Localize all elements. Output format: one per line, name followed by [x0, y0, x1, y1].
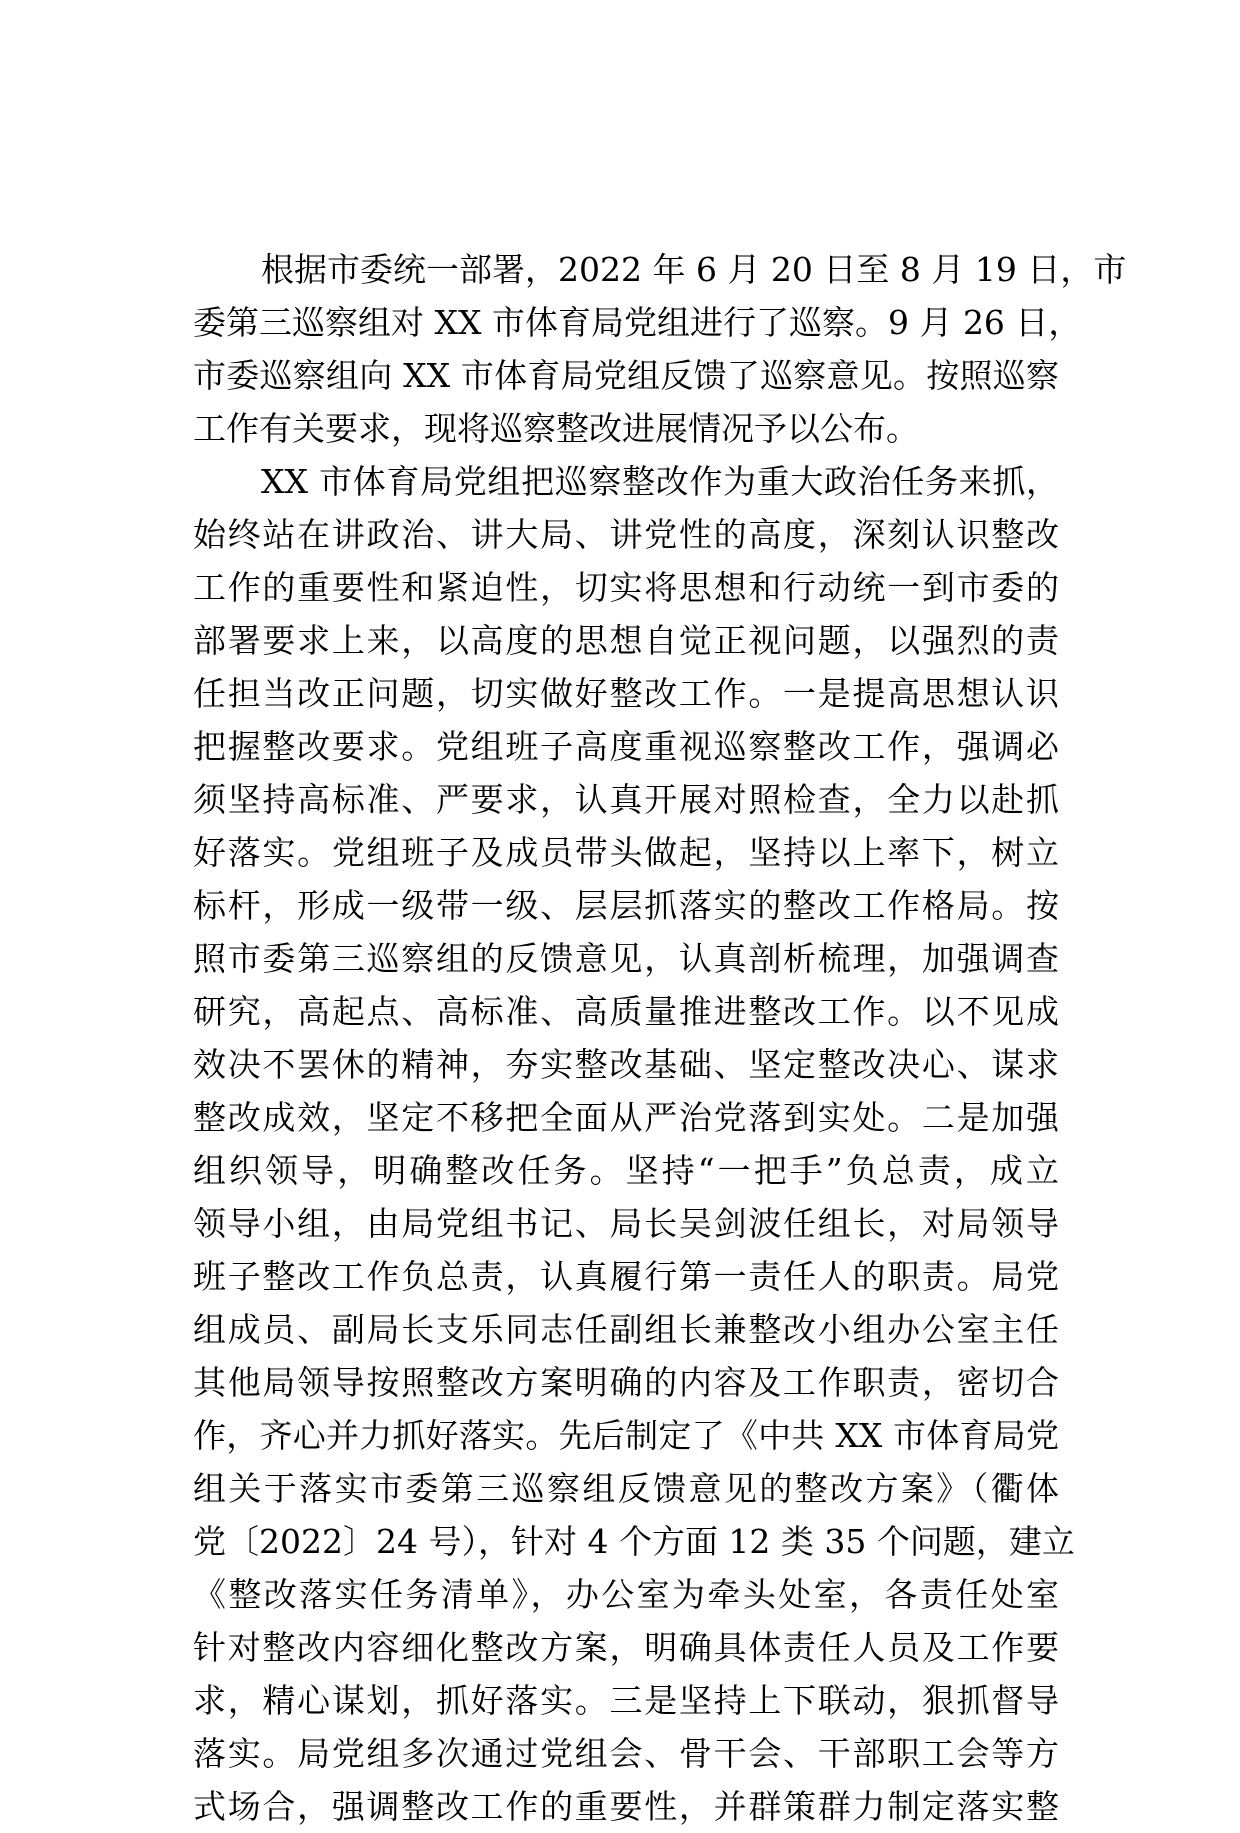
text-line: 部署要求上来，以高度的思想自觉正视问题，以强烈的责 — [193, 621, 1059, 660]
text-line: 照市委第三巡察组的反馈意见，认真剖析梳理，加强调查 — [193, 939, 1059, 978]
text-line: XX 市体育局党组把巡察整改作为重大政治任务来抓， — [261, 462, 1059, 501]
text-line: 须坚持高标准、严要求，认真开展对照检查，全力以赴抓 — [193, 780, 1059, 819]
text-line: 标杆，形成一级带一级、层层抓落实的整改工作格局。按 — [193, 886, 1059, 925]
text-line: 针对整改内容细化整改方案，明确具体责任人员及工作要 — [193, 1628, 1059, 1667]
text-line: 领导小组，由局党组书记、局长吴剑波任组长，对局领导 — [193, 1204, 1059, 1243]
paragraph-1 — [193, 243, 1127, 455]
text-line: 组关于落实市委第三巡察组反馈意见的整改方案》（衢体 — [193, 1469, 1059, 1508]
text-line: 委第三巡察组对 XX 市体育局党组进行了巡察。9 月 26 日， — [193, 303, 1082, 342]
text-line: 工作有关要求，现将巡察整改进展情况予以公布。 — [193, 409, 919, 448]
text-line: 党〔2022〕24 号），针对 4 个方面 12 类 35 个问题，建立 — [193, 1522, 1075, 1561]
text-line: 整改成效，坚定不移把全面从严治党落到实处。二是加强 — [193, 1098, 1059, 1137]
document-body — [193, 243, 1127, 1833]
text-line: 好落实。党组班子及成员带头做起，坚持以上率下，树立 — [193, 833, 1059, 872]
text-line: 研究，高起点、高标准、高质量推进整改工作。以不见成 — [193, 992, 1059, 1031]
text-line: 市委巡察组向 XX 市体育局党组反馈了巡察意见。按照巡察 — [193, 356, 1059, 395]
text-line: 其他局领导按照整改方案明确的内容及工作职责，密切合 — [193, 1363, 1059, 1402]
text-line: 《整改落实任务清单》，办公室为牵头处室，各责任处室 — [193, 1575, 1059, 1614]
paragraph-2 — [193, 455, 1075, 1833]
text-line: 组织领导，明确整改任务。坚持“一把手”负总责，成立 — [193, 1151, 1059, 1190]
text-line: 求，精心谋划，抓好落实。三是坚持上下联动，狠抓督导 — [193, 1681, 1059, 1720]
text-line: 组成员、副局长支乐同志任副组长兼整改小组办公室主任 — [193, 1310, 1059, 1349]
text-line: 落实。局党组多次通过党组会、骨干会、干部职工会等方 — [193, 1734, 1059, 1773]
text-line: 始终站在讲政治、讲大局、讲党性的高度，深刻认识整改 — [193, 515, 1059, 554]
text-line: 式场合，强调整改工作的重要性，并群策群力制定落实整 — [193, 1787, 1059, 1826]
text-line: 把握整改要求。党组班子高度重视巡察整改工作，强调必 — [193, 727, 1059, 766]
text-line: 作，齐心并力抓好落实。先后制定了《中共 XX 市体育局党 — [193, 1416, 1059, 1455]
text-line: 效决不罢休的精神，夯实整改基础、坚定整改决心、谋求 — [193, 1045, 1059, 1084]
text-line: 工作的重要性和紧迫性，切实将思想和行动统一到市委的 — [193, 568, 1059, 607]
text-line: 根据市委统一部署，2022 年 6 月 20 日至 8 月 19 日，市 — [261, 250, 1127, 289]
text-line: 班子整改工作负总责，认真履行第一责任人的职责。局党 — [193, 1257, 1059, 1296]
text-line: 任担当改正问题，切实做好整改工作。一是提高思想认识 — [193, 674, 1059, 713]
